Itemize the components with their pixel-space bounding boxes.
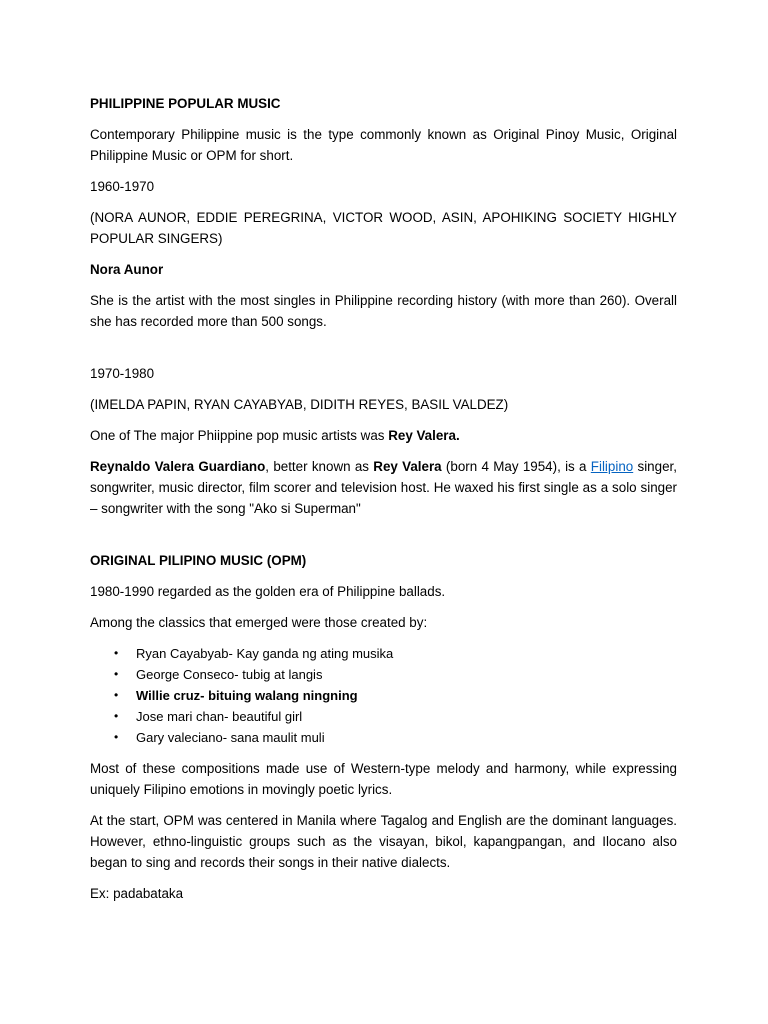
list-item-text: Willie cruz- bituing walang ningning: [136, 688, 358, 703]
opm-golden-era: 1980-1990 regarded as the golden era of Philippine ballads.: [90, 584, 446, 599]
era-1960-1970: 1960-1970: [90, 179, 155, 194]
list-item-text: Jose mari chan- beautiful girl: [136, 709, 303, 724]
artist-heading-nora-aunor: Nora Aunor: [90, 262, 164, 277]
bullet-icon: •: [114, 730, 119, 744]
list-item-text: Ryan Cayabyab- Kay ganda ng ating musika: [136, 646, 394, 661]
opm-classics-intro: Among the classics that emerged were those created by:: [90, 615, 428, 630]
bio-alias: Rey Valera: [373, 459, 442, 474]
major-artist-name: Rey Valera.: [388, 428, 460, 443]
list-item: [90, 727, 677, 748]
major-artist-prefix: One of The major Phiippine pop music artists was: [90, 428, 389, 443]
era-1970-artists: (IMELDA PAPIN, RYAN CAYABYAB, DIDITH REYES, BASIL VALDEZ): [90, 397, 509, 412]
list-item: [90, 685, 677, 706]
nora-aunor-description: She is the artist with the most singles in Philippine recording history (with more than 260). Overall she has recorded more than 500 songs.: [90, 293, 677, 329]
list-item: [90, 664, 677, 685]
era-1970-1980: 1970-1980: [90, 366, 155, 381]
spacer: [90, 342, 677, 363]
bullet-icon: •: [114, 646, 119, 660]
era-1960-artists: (NORA AUNOR, EDDIE PEREGRINA, VICTOR WOOD, ASIN, APOHIKING SOCIETY HIGHLY POPULAR SINGERS): [90, 210, 677, 246]
opm-manila-paragraph: At the start, OPM was centered in Manila where Tagalog and English are the dominant languages. However, ethno-linguistic groups such as the visayan, bikol, kapangpangan, and Ilocano also began to sing and records their songs in their native dialects.: [90, 813, 677, 870]
bio-text-1: , better known as: [265, 459, 374, 474]
bullet-icon: •: [114, 709, 119, 723]
heading-philippine-popular-music: PHILIPPINE POPULAR MUSIC: [90, 96, 281, 111]
filipino-link[interactable]: Filipino: [590, 459, 634, 474]
classics-list: [90, 643, 677, 748]
bio-full-name: Reynaldo Valera Guardiano: [90, 459, 266, 474]
heading-opm: ORIGINAL PILIPINO MUSIC (OPM): [90, 553, 307, 568]
spacer: [90, 529, 677, 550]
bio-text-3: singer, songwriter, music director, film scorer and television host. He waxed his first single as a solo singer – songwriter with the song "Ako si Superman": [90, 459, 677, 516]
bullet-icon: •: [114, 688, 119, 702]
bullet-icon: •: [114, 667, 119, 681]
list-item: [90, 643, 677, 664]
rey-valera-bio: [90, 456, 677, 519]
example-text: Ex: padabataka: [90, 886, 184, 901]
opm-compositions-paragraph: Most of these compositions made use of Western-type melody and harmony, while expressing uniquely Filipino emotions in movingly poetic lyrics.: [90, 761, 677, 797]
document-page: [90, 93, 677, 914]
list-item: [90, 706, 677, 727]
major-artist-sentence: [90, 425, 677, 446]
bio-text-2: (born 4 May 1954), is a: [441, 459, 591, 474]
list-item-text: Gary valeciano- sana maulit muli: [136, 730, 325, 745]
list-item-text: George Conseco- tubig at langis: [136, 667, 323, 682]
intro-paragraph: Contemporary Philippine music is the type commonly known as Original Pinoy Music, Original Philippine Music or OPM for short.: [90, 127, 677, 163]
